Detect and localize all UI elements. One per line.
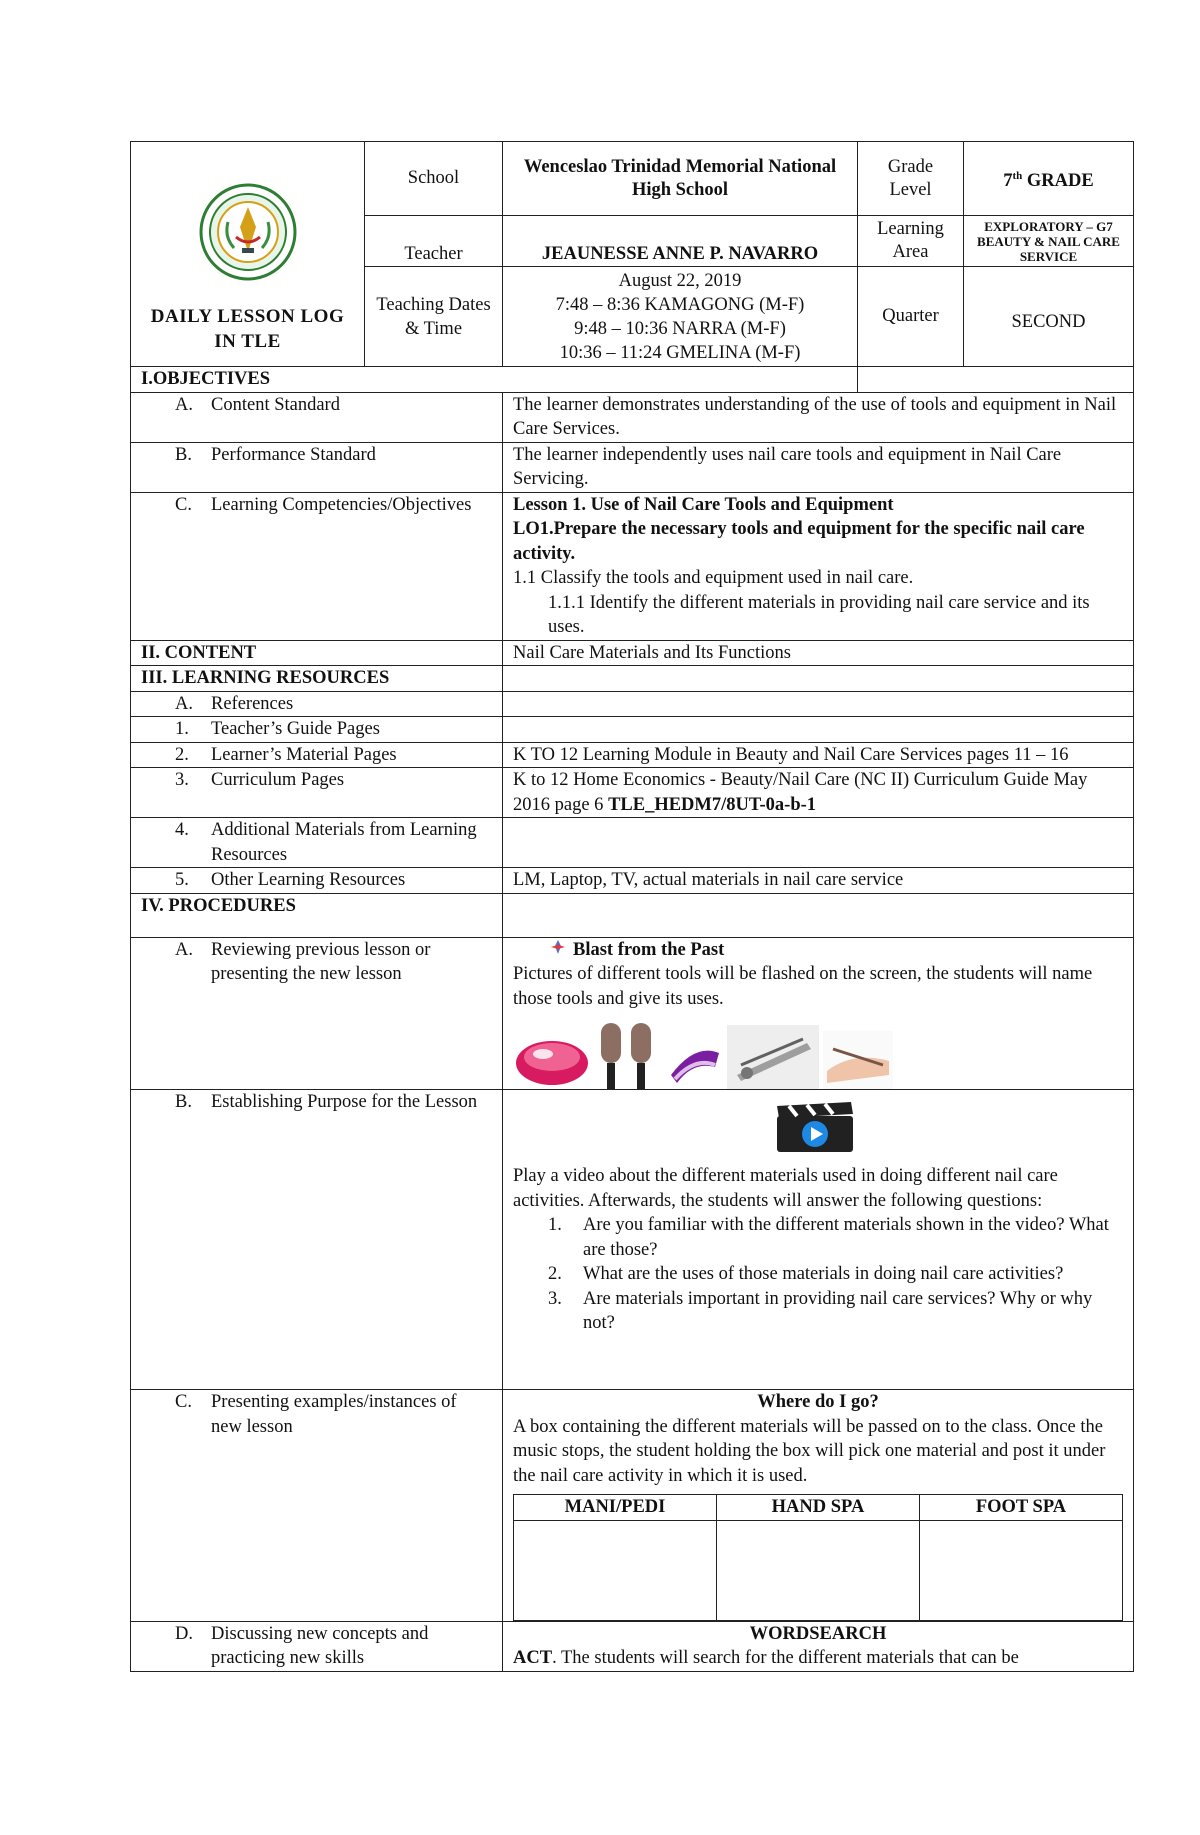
activity-title: Blast from the Past: [573, 939, 725, 960]
learning-area-value: EXPLORATORY – G7 BEAUTY & NAIL CARE SERVICE: [964, 216, 1134, 267]
procedures-heading: IV. PROCEDURES: [131, 893, 503, 937]
competencies-label: [131, 492, 503, 640]
procedure-d-label: [131, 1621, 503, 1671]
sub-sub-objective: 1.1.1 Identify the different materials in providing nail care service and its uses.: [548, 592, 1090, 637]
nail-file-hand-image: [823, 1031, 893, 1089]
resource-label: [131, 768, 503, 818]
item-label: Discussing new concepts and practicing new skills: [211, 1623, 429, 1668]
item-number: D.: [175, 1623, 193, 1644]
document-title: DAILY LESSON LOG IN TLE: [150, 305, 345, 352]
question-number: 3.: [548, 1288, 562, 1309]
curriculum-guide-text: K to 12 Home Economics - Beauty/Nail Care (NC II) Curriculum Guide May 2016 page 6: [513, 770, 1088, 815]
resource-label: [131, 691, 503, 717]
item-number: 1.: [175, 719, 189, 739]
item-label: Other Learning Resources: [211, 870, 406, 890]
item-number: B.: [175, 1092, 192, 1112]
teacher-name: JEAUNESSE ANNE P. NAVARRO: [503, 216, 858, 267]
question-list: [513, 1213, 1123, 1336]
grade-level-label: Grade Level: [858, 142, 964, 216]
list-item: [513, 1213, 1123, 1262]
schedule-line: 7:48 – 8:36 KAMAGONG (M-F): [555, 294, 805, 315]
procedure-a-value: [503, 937, 1134, 1090]
learning-area-label: Learning Area: [858, 216, 964, 267]
content-heading: II. CONTENT: [131, 640, 503, 666]
grade-suffix: th: [1012, 169, 1023, 182]
schedule-line: 9:48 – 10:36 NARRA (M-F): [574, 318, 786, 339]
act-text: . The students will search for the different materials that can be: [552, 1648, 1019, 1668]
item-label: Establishing Purpose for the Lesson: [211, 1092, 478, 1112]
item-label: References: [211, 693, 294, 714]
column-header: HAND SPA: [717, 1495, 920, 1521]
resources-empty: [503, 666, 1134, 692]
grade-number: 7: [1003, 170, 1013, 191]
activity-text: [513, 1646, 1123, 1671]
item-number: C.: [175, 494, 192, 515]
lesson-title: Lesson 1. Use of Nail Care Tools and Equipment: [513, 494, 894, 515]
procedure-b-value: [503, 1090, 1134, 1390]
item-number: C.: [175, 1392, 192, 1412]
activity-text: Pictures of different tools will be flashed on the screen, the students will name those tools and give its uses.: [513, 964, 1093, 1009]
procedure-c-label: [131, 1390, 503, 1622]
content-standard-value: The learner demonstrates understanding of the use of tools and equipment in Nail Care Services.: [503, 392, 1134, 442]
quarter-label: Quarter: [858, 267, 964, 367]
teacher-label: Teacher: [365, 216, 503, 267]
grade-word: GRADE: [1026, 170, 1094, 191]
procedures-empty: [503, 893, 1134, 937]
content-standard-label: [131, 392, 503, 442]
table-cell: [717, 1520, 920, 1620]
video-clapper-icon: [775, 1102, 855, 1154]
activity-title: Where do I go?: [757, 1392, 879, 1412]
item-number: A.: [175, 394, 193, 415]
list-item: [513, 1262, 1123, 1287]
item-label: Curriculum Pages: [211, 770, 345, 790]
content-value: Nail Care Materials and Its Functions: [503, 640, 1134, 666]
question-number: 2.: [548, 1264, 562, 1284]
quarter-value: SECOND: [964, 267, 1134, 367]
resource-value: [503, 691, 1134, 717]
question-text: Are materials important in providing nail care services? Why or why not?: [583, 1288, 1093, 1333]
item-number: A.: [175, 693, 193, 714]
performance-standard-label: [131, 442, 503, 492]
school-label: School: [365, 142, 503, 216]
item-number: B.: [175, 444, 192, 465]
item-number: 3.: [175, 770, 189, 790]
resource-value: [503, 717, 1134, 743]
resource-value: K TO 12 Learning Module in Beauty and Nail Care Services pages 11 – 16: [503, 742, 1134, 768]
curriculum-code: TLE_HEDM7/8UT-0a-b-1: [608, 794, 817, 815]
learning-outcome: LO1.Prepare the necessary tools and equipment for the specific nail care activity.: [513, 519, 1085, 564]
question-number: 1.: [548, 1215, 562, 1235]
item-number: 4.: [175, 820, 189, 840]
item-label: Learner’s Material Pages: [211, 744, 397, 765]
item-label: Teacher’s Guide Pages: [211, 719, 380, 739]
resource-value: LM, Laptop, TV, actual materials in nail care service: [503, 868, 1134, 894]
sorting-table: [513, 1494, 1123, 1621]
nail-brush-image: [665, 1039, 723, 1089]
question-text: Are you familiar with the different materials shown in the video? What are those?: [583, 1215, 1109, 1260]
objectives-empty: [858, 367, 1134, 393]
resource-label: [131, 818, 503, 868]
tool-pictures: [513, 1017, 1123, 1089]
activity-title: WORDSEARCH: [749, 1623, 887, 1644]
table-cell: [920, 1520, 1123, 1620]
schedule-line: 10:36 – 11:24 GMELINA (M-F): [559, 342, 801, 363]
question-text: What are the uses of those materials in doing nail care activities?: [583, 1264, 1064, 1284]
date-line: August 22, 2019: [618, 270, 742, 291]
resource-label: [131, 868, 503, 894]
item-number: 5.: [175, 870, 189, 890]
foot-file-image: [595, 1021, 661, 1089]
item-label: Presenting examples/instances of new lesson: [211, 1392, 457, 1437]
procedure-b-label: [131, 1090, 503, 1390]
act-label: ACT: [513, 1648, 553, 1668]
resources-heading: III. LEARNING RESOURCES: [131, 666, 503, 692]
resource-label: [131, 717, 503, 743]
performance-standard-value: The learner independently uses nail care tools and equipment in Nail Care Servicing.: [503, 442, 1134, 492]
resource-label: [131, 742, 503, 768]
table-cell: [514, 1520, 717, 1620]
competencies-value: [503, 492, 1134, 640]
resource-value: [503, 768, 1134, 818]
manicure-bowl-image: [513, 1027, 591, 1089]
item-number: 2.: [175, 744, 189, 765]
grade-value: [964, 142, 1134, 216]
column-header: FOOT SPA: [920, 1495, 1123, 1521]
teaching-dates-label: Teaching Dates & Time: [365, 267, 503, 367]
item-number: A.: [175, 939, 193, 960]
video-icon-wrap: [513, 1090, 1123, 1164]
list-item: [513, 1287, 1123, 1336]
teaching-dates: [503, 267, 858, 367]
item-label: Learning Competencies/Objectives: [211, 494, 472, 515]
sub-objective: 1.1 Classify the tools and equipment used in nail care.: [513, 568, 914, 588]
school-seal-icon: [198, 182, 298, 282]
procedure-d-value: [503, 1621, 1134, 1671]
item-label: Performance Standard: [211, 444, 376, 465]
resource-value: [503, 818, 1134, 868]
procedure-a-label: [131, 937, 503, 1090]
item-label: Content Standard: [211, 394, 340, 415]
nail-clipper-image: [727, 1025, 819, 1089]
school-name: Wenceslao Trinidad Memorial National High School: [503, 142, 858, 216]
pointer-bullet-icon: [543, 938, 573, 963]
item-label: Additional Materials from Learning Resources: [211, 820, 477, 865]
daily-lesson-log-table: [130, 141, 1134, 1672]
school-logo-cell: [131, 142, 365, 367]
activity-text: A box containing the different materials will be passed on to the class. Once the music stops, the student holding the box will pick one material and post it under the nail care activity in which it is used.: [513, 1416, 1106, 1486]
column-header: MANI/PEDI: [514, 1495, 717, 1521]
procedure-c-value: [503, 1390, 1134, 1622]
video-activity-text: Play a video about the different materials used in doing different nail care activities. Afterwards, the students will answer the following questions:: [513, 1166, 1058, 1211]
item-label: Reviewing previous lesson or presenting the new lesson: [211, 939, 431, 984]
objectives-heading: I.OBJECTIVES: [131, 367, 858, 393]
lesson-log-page: [130, 141, 1133, 1672]
